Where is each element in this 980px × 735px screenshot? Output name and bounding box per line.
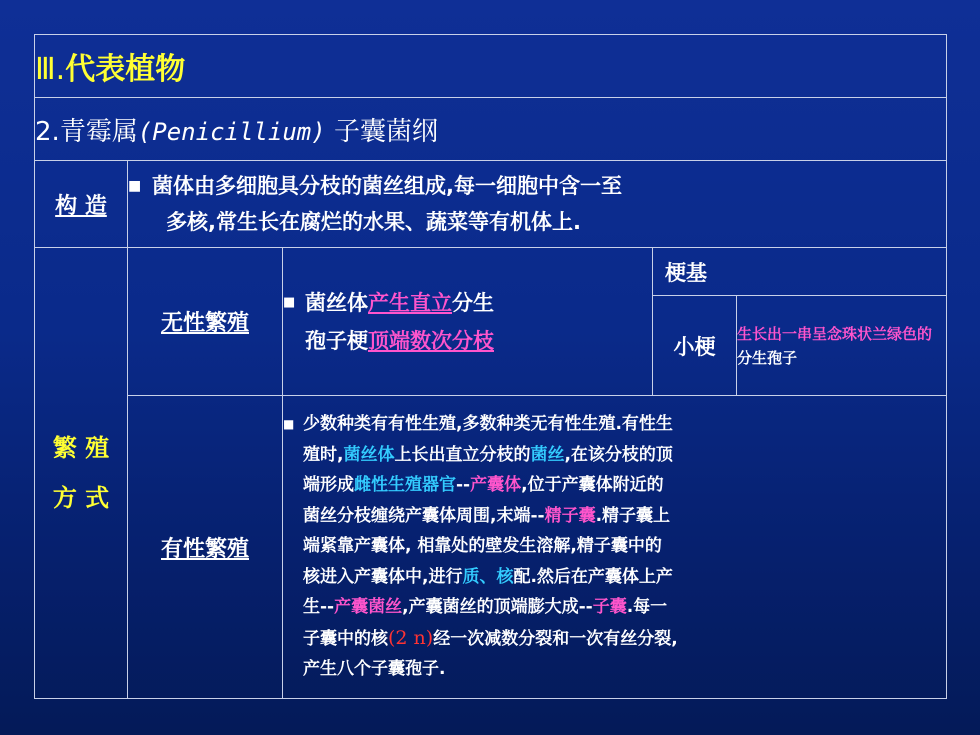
sexual-highlight: 质、核 [462, 566, 514, 587]
sexual-highlight: (2 n) [388, 626, 434, 649]
sexual-text: ,产囊菌丝的顶端膨大成 [402, 597, 579, 618]
structure-label-cell [35, 161, 128, 248]
asexual-label-cell [128, 248, 283, 396]
sexual-text: -- [456, 475, 471, 496]
sexual-text: ,在该分枝的顶 [564, 444, 673, 465]
sexual-label: 有性繁殖 [160, 536, 249, 562]
sexual-label-cell [128, 396, 283, 699]
structure-description [128, 161, 947, 248]
sexual-text: 上长出直立分枝的 [394, 444, 531, 465]
spore-note-pink: 生长出一串呈念珠状兰绿色的 [737, 324, 933, 343]
asexual-description [283, 248, 653, 396]
stalk-base-cell [653, 248, 947, 296]
hypha-text-b: 产生直立 [368, 290, 452, 315]
sexual-highlight: 菌丝体 [343, 444, 395, 465]
page-title [35, 35, 947, 98]
sexual-text: -- [578, 597, 593, 618]
sexual-text: 端紧靠产囊体, 相靠处的壁发生溶解,精子囊中的 [303, 536, 662, 557]
spore-note [737, 296, 947, 396]
sexual-text: ,位于产囊体附近的 [521, 475, 664, 496]
sexual-text: 产生八个子囊孢子. [303, 659, 446, 680]
hypha-text-a: 菌丝体 [305, 290, 368, 315]
sexual-text: -- [530, 505, 545, 526]
structure-line-1: 菌体由多细胞具分枝的菌丝组成,每一细胞中含一至 [152, 174, 622, 198]
mode-label-line-2: 方 式 [52, 484, 110, 512]
stalk-base-label: 梗基 [665, 260, 707, 285]
structure-line-2: 多核,常生长在腐烂的水果、蔬菜等有机体上. [166, 210, 581, 234]
structure-label: 构 造 [55, 193, 107, 219]
hypha-text-e: 顶端数次分枝 [368, 328, 494, 353]
sexual-text: 生 [303, 597, 320, 618]
hypha-text-c: 分生 [452, 290, 494, 315]
genus-name: 青霉属 [59, 116, 138, 147]
sexual-highlight: 产囊体 [470, 475, 522, 496]
subtitle [35, 98, 947, 161]
title-row [35, 35, 947, 98]
asexual-label: 无性繁殖 [160, 311, 249, 336]
subtitle-number: 2. [35, 116, 60, 147]
reproduction-mode-label [35, 248, 128, 699]
sexual-text: 配.然后在产囊体上产 [513, 566, 673, 587]
sexual-text: .精子囊上 [595, 505, 671, 526]
sexual-text: 端形成 [303, 475, 354, 496]
sexual-text: .每一 [626, 597, 668, 618]
class-name: 子囊菌纲 [333, 116, 438, 147]
sexual-text: 核进入产囊体中,进行 [303, 566, 463, 587]
bullet-icon: ■ [283, 294, 296, 310]
bullet-icon: ■ [283, 417, 295, 432]
small-stalk-cell [653, 296, 737, 396]
spore-note-white-2: 生孢子 [752, 348, 798, 367]
slide-table-frame [34, 34, 946, 700]
sexual-highlight: 产囊菌丝 [334, 597, 403, 618]
bullet-icon: ■ [128, 178, 142, 194]
latin-name: (Penicillium) [137, 117, 326, 146]
spore-note-white-1: 分 [737, 348, 753, 367]
sexual-text: 殖时, [303, 444, 344, 465]
small-stalk-label: 小梗 [673, 334, 716, 359]
sexual-text: 少数种类有有性生殖,多数种类无有性生殖.有性生 [303, 414, 673, 435]
sexual-text: 子囊中的核 [303, 628, 388, 649]
sexual-highlight: 精子囊 [544, 505, 596, 526]
mode-label-line-1: 繁 殖 [52, 434, 110, 462]
sexual-text: -- [320, 597, 335, 618]
content-table [34, 34, 947, 699]
sexual-highlight: 子囊 [592, 597, 627, 618]
roman-numeral: Ⅲ. [35, 52, 66, 87]
sexual-text: 经一次减数分裂和一次有丝分裂, [433, 628, 678, 649]
asexual-row-top [35, 248, 947, 296]
hypha-text-d: 孢子梗 [305, 328, 368, 353]
title-text: 代表植物 [65, 52, 186, 87]
sexual-description [283, 396, 947, 699]
structure-row [35, 161, 947, 248]
sexual-text: 菌丝分枝缠绕产囊体周围,末端 [303, 505, 531, 526]
sexual-highlight: 菌丝 [530, 444, 565, 465]
subtitle-row [35, 98, 947, 161]
sexual-highlight: 雌性生殖器官 [354, 475, 456, 496]
sexual-row [35, 396, 947, 699]
